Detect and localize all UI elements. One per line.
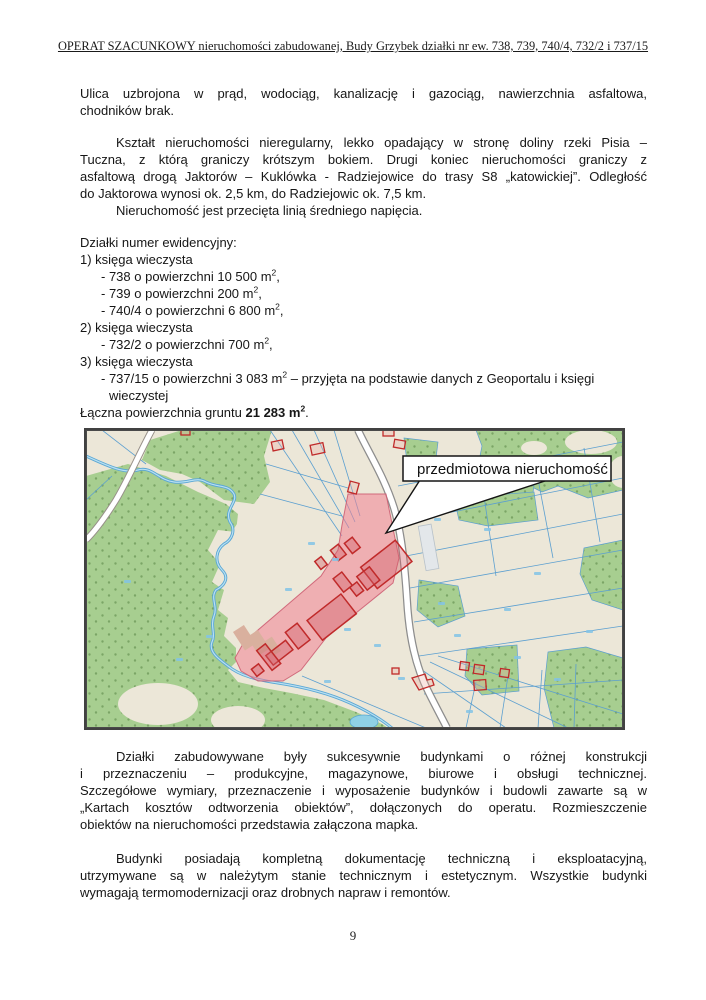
plot-item-text: - 739 o powierzchni 200 m — [101, 286, 254, 301]
plot-item-suffix: , — [269, 337, 273, 352]
site-map — [84, 428, 625, 730]
plot-item-text: - 740/4 o powierzchni 6 800 m — [101, 303, 276, 318]
plot-item — [80, 285, 647, 302]
superscript: 2 — [300, 403, 306, 414]
plot-group-label: 3) księga wieczysta — [80, 354, 193, 369]
text-line: Tuczna, z którą graniczy krótszym bokiem. Drugi koniec nieruchomości graniczy z — [80, 152, 647, 167]
paragraph-utilities — [80, 85, 647, 119]
total-area-line — [80, 404, 647, 421]
superscript: 2 — [271, 267, 277, 278]
text-line: i przeznaczeniu – produkcyjne, magazynowe, biurowe i obsługi technicznej. — [80, 766, 647, 781]
text-line: obiektów na nieruchomości przedstawia załączona mapka. — [80, 817, 419, 832]
text-line: asfaltową drogą Jaktorów – Kuklówka - Radziejowice do trasy S8 „katowickiej”. Odległość — [80, 169, 647, 184]
plot-item-text: - 732/2 o powierzchni 700 m — [101, 337, 265, 352]
text-line: do Jaktorowa wynosi ok. 2,5 km, do Radziejowic ok. 7,5 km. — [80, 186, 427, 201]
plot-item — [80, 370, 647, 387]
plot-item-suffix: , — [276, 269, 280, 284]
text-line: Działki zabudowywane były sukcesywnie budynkami o różnej konstrukcji — [116, 749, 647, 764]
paragraph-buildings-condition — [80, 850, 647, 901]
plot-item — [80, 268, 647, 285]
callout-label: przedmiotowa nieruchomość — [417, 461, 608, 478]
plot-list — [80, 234, 647, 421]
site-map-image — [86, 430, 623, 728]
text-line: utrzymywane są w należytym stanie technicznym i estetycznym. Wszystkie budynki — [80, 868, 647, 883]
page-number: 9 — [349, 928, 357, 943]
superscript: 2 — [282, 369, 288, 380]
plot-item-text: - 738 o powierzchni 10 500 m — [101, 269, 272, 284]
total-area-suffix: . — [305, 405, 309, 420]
text-line: „Kartach kosztów odtworzenia obiektów”, dołączonych do operatu. Rozmieszczenie — [80, 800, 647, 815]
text-line: Szczegółowe wymiary, przeznaczenie i wyposażenie budynków i budowli zawarte są w — [80, 783, 647, 798]
plot-item — [80, 336, 647, 353]
superscript: 2 — [264, 335, 270, 346]
plot-list-heading: Działki numer ewidencyjny: — [80, 235, 237, 250]
plot-item-suffix: , — [258, 286, 262, 301]
plot-item-suffix: – przyjęta na podstawie danych z Geoportalu i księgi — [287, 371, 595, 386]
plot-item-suffix: , — [279, 303, 284, 318]
text-line: Ulica uzbrojona w prąd, wodociąg, kanalizację i gazociąg, nawierzchnia asfaltowa, — [80, 86, 647, 101]
page-header — [0, 39, 706, 54]
text-line: wymagają termomodernizacji oraz drobnych napraw i remontów. — [80, 885, 451, 900]
paragraph-development — [80, 748, 647, 833]
plot-item-text: - 737/15 o powierzchni 3 083 m — [101, 371, 283, 386]
plot-group-label: 2) księga wieczysta — [80, 320, 193, 335]
plot-item-continuation: wieczystej — [109, 388, 169, 403]
total-area-value — [246, 405, 306, 420]
text-line: chodników brak. — [80, 103, 174, 118]
paragraph-shape — [80, 134, 647, 219]
text-line: Kształt nieruchomości nieregularny, lekko opadający w stronę doliny rzeki Pisia – — [116, 135, 647, 150]
text-line: Budynki posiadają kompletną dokumentację techniczną i eksploatacyjną, — [116, 851, 647, 866]
total-area-number: 21 283 m — [245, 405, 301, 420]
plot-item — [80, 302, 647, 319]
superscript: 2 — [275, 301, 280, 312]
text-line: Nieruchomość jest przecięta linią średniego napięcia. — [116, 203, 423, 218]
header-title: OPERAT SZACUNKOWY nieruchomości zabudowanej, Budy Grzybek działki nr ew. 738, 739, 740/4, 732/2 i 737/15 — [57, 39, 649, 53]
superscript: 2 — [253, 284, 259, 295]
map-pond — [350, 715, 378, 728]
plot-group-label: 1) księga wieczysta — [80, 252, 193, 267]
total-area-label: Łączna powierzchnia gruntu — [80, 405, 246, 420]
